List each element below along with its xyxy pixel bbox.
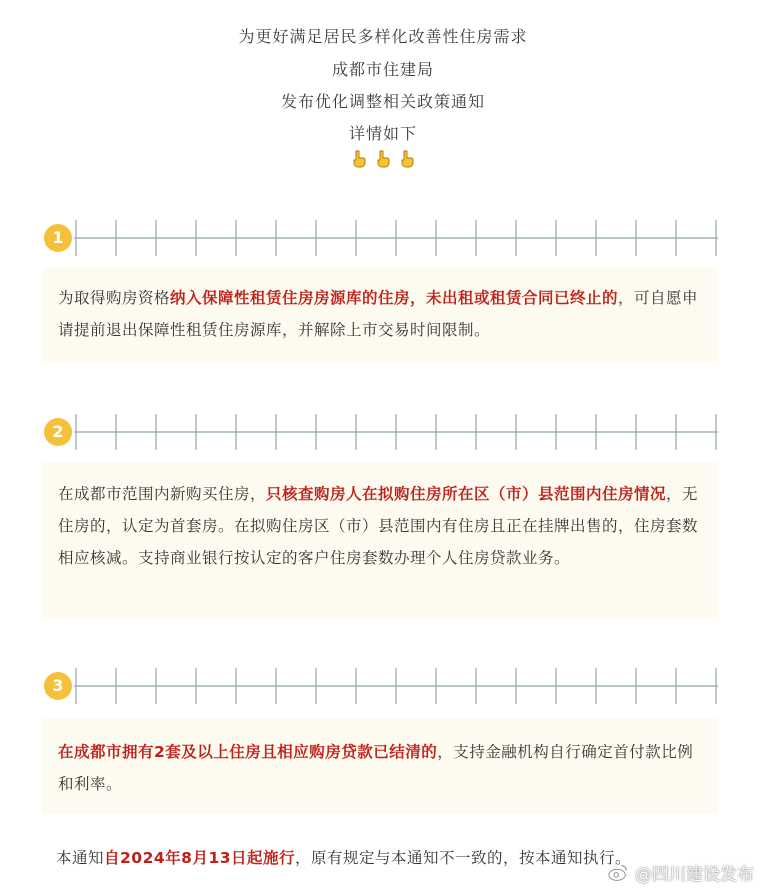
footer-suffix: ，原有规定与本通知不一致的，按本通知执行。 <box>295 849 632 867</box>
watermark-text: @四川建设发布 <box>635 865 754 885</box>
intro-line-3: 发布优化调整相关政策通知 <box>280 92 485 111</box>
section-number-badge: 1 <box>44 224 72 252</box>
pointing-down-hand-icon <box>399 150 415 168</box>
ruler-decoration <box>74 410 718 450</box>
section-divider-1 <box>44 216 718 256</box>
section-card-2 <box>42 462 718 618</box>
text-segment: ，无住房的，认定为首套房。在拟购住房区（市）县范围内有住房且正在挂牌出售的，住房套数相应核减。支持商业银行按认定的客户住房套数办理个人住房贷款业务。 <box>58 485 699 567</box>
pointing-down-hand-icon <box>375 150 391 168</box>
intro-line-4: 详情如下 <box>348 124 417 143</box>
highlight-text: 纳入保障性租赁住房房源库的住房，未出租或租赁合同已终止的 <box>170 289 619 307</box>
highlight-text: 只核查购房人在拟购住房所在区（市）县范围内住房情况 <box>266 485 667 503</box>
footer-prefix: 本通知 <box>56 849 105 867</box>
weibo-icon <box>607 862 629 884</box>
watermark <box>607 860 754 885</box>
section-number-badge: 2 <box>44 418 72 446</box>
intro-line-1: 为更好满足居民多样化改善性住房需求 <box>238 27 528 46</box>
section-number-badge: 3 <box>44 672 72 700</box>
section-card-3 <box>42 718 718 814</box>
text-segment: ，支持金融机构自行确定首付款比例和利率。 <box>58 743 694 793</box>
ruler-decoration <box>74 216 718 256</box>
text-segment: ，可自愿申请提前退出保障性租赁住房源库，并解除上市交易时间限制。 <box>58 289 699 339</box>
pointing-hands <box>0 150 766 173</box>
intro-line-2: 成都市住建局 <box>331 60 434 79</box>
section-divider-3 <box>44 664 718 704</box>
section-card-1 <box>42 268 718 362</box>
footer-highlight: 自2024年8月13日起施行 <box>104 849 296 867</box>
pointing-down-hand-icon <box>351 150 367 168</box>
section-divider-2 <box>44 410 718 450</box>
highlight-text: 在成都市拥有2套及以上住房且相应购房贷款已结清的 <box>58 743 438 761</box>
section-text <box>58 736 702 800</box>
section-text <box>58 478 702 574</box>
text-segment: 为取得购房资格 <box>58 289 171 307</box>
section-text <box>58 282 702 346</box>
text-segment: 在成都市范围内新购买住房， <box>58 485 267 503</box>
footer-notice <box>56 846 631 868</box>
ruler-decoration <box>74 664 718 704</box>
